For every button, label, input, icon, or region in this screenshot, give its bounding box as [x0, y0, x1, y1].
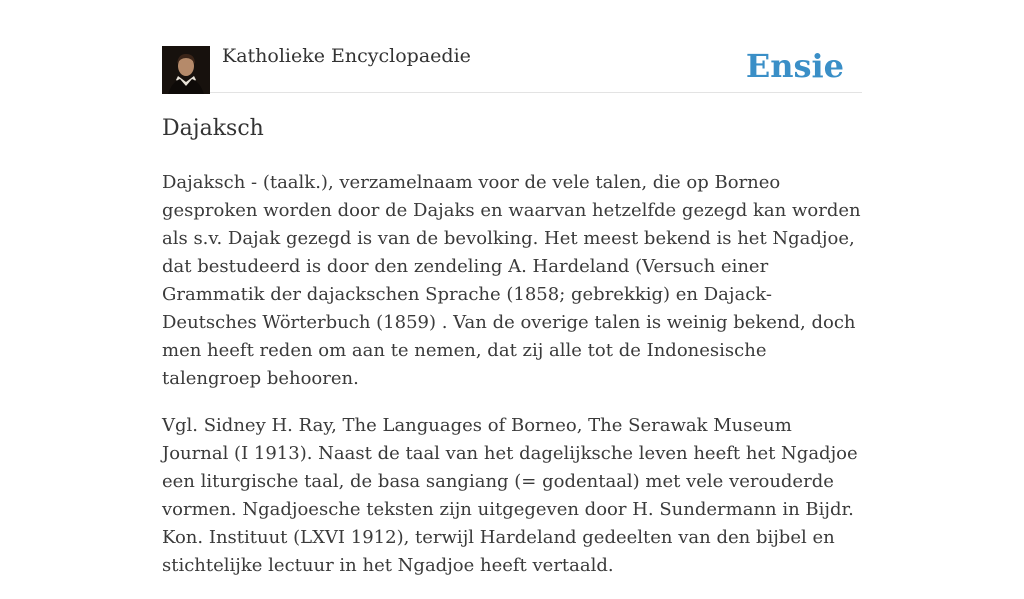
site-name[interactable]: Katholieke Encyclopaedie [222, 45, 471, 67]
article-paragraph: Dajaksch - (taalk.), verzamelnaam voor de vele talen, die op Borneo gesproken worden door de Dajaks en waarvan hetzelfde gezegd kan worden als s.v. Dajak gezegd is van de bevolking. Het meest bekend is het Ngadjoe, dat bestudeerd is door den zendeling A. Hardeland (Versuch einer Grammatik der dajackschen Sprache (1858; gebrekkig) en Dajack-Deutsches Wörterbuch (1859) . Van de overige talen is weinig bekend, doch men heeft reden om aan te nemen, dat zij alle tot de Indonesische talengroep behooren. [162, 172, 861, 389]
page-title: Dajaksch [162, 116, 264, 141]
site-header [162, 0, 862, 93]
article-paragraph: Vgl. Sidney H. Ray, The Languages of Borneo, The Serawak Museum Journal (I 1913). Naast de taal van het dagelijksche leven heeft het Ngadjoe een liturgische taal, de basa sangiang (= godentaal) met vele verouderde vormen. Ngadjoesche teksten zijn uitgegeven door H. Sundermann in Bijdr. Kon. Instituut (LXVI 1912), terwijl Hardeland gedeelten van den bijbel en stichtelijke lectuur in het Ngadjoe heeft vertaald. [162, 415, 858, 576]
portrait-icon [162, 46, 210, 94]
article-body [162, 169, 862, 599]
brand-logo-link[interactable]: Ensie [745, 47, 844, 85]
avatar[interactable] [162, 46, 210, 94]
page-container [162, 0, 862, 576]
